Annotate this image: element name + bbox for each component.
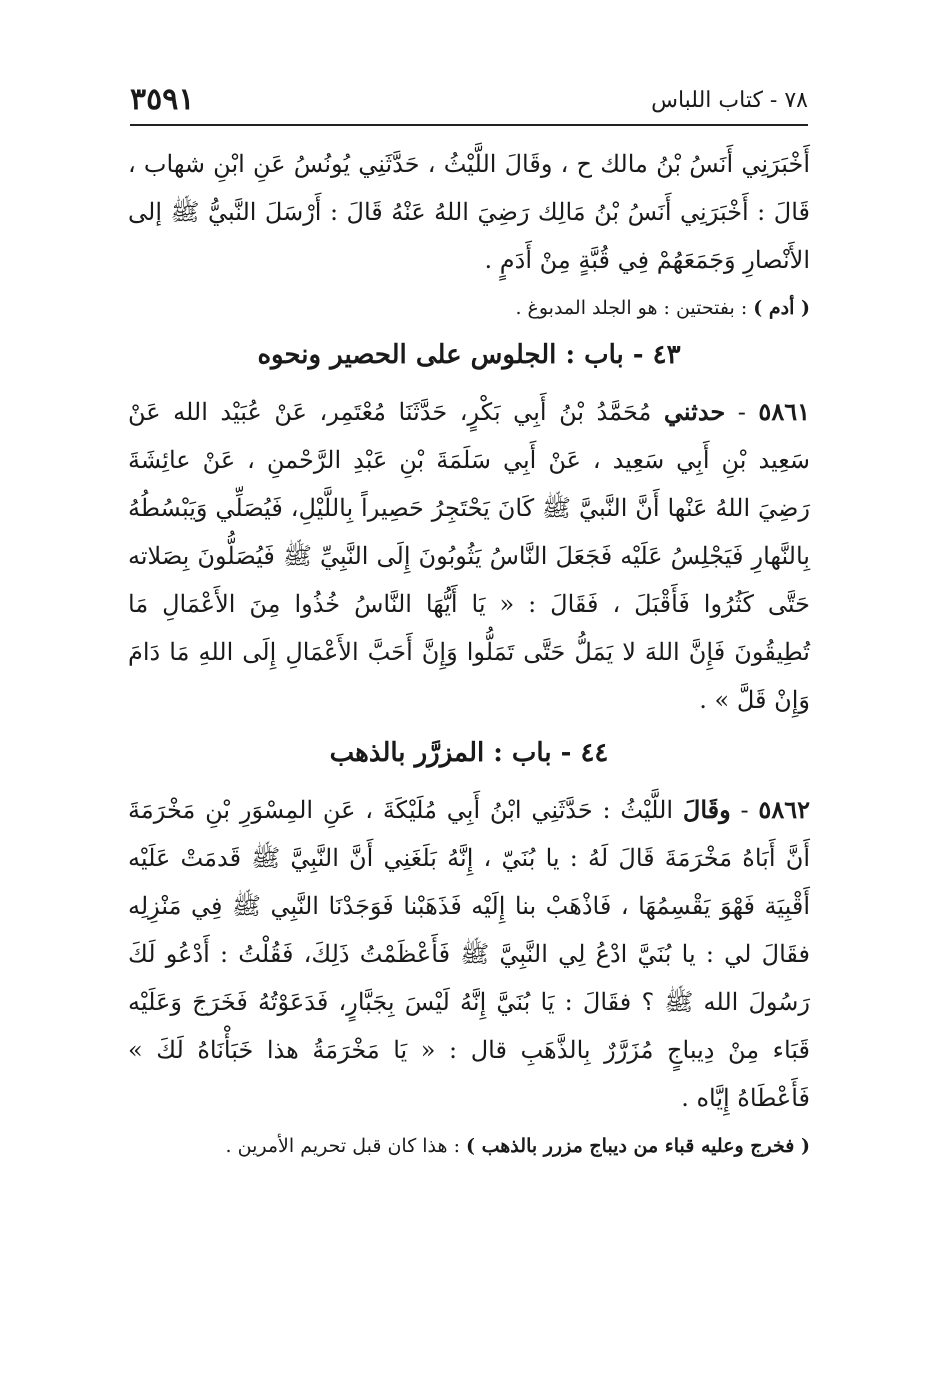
running-title: ٧٨ - كتاب اللباس bbox=[651, 88, 808, 113]
header-rule bbox=[130, 124, 808, 126]
hadith-number: ٥٨٦١ bbox=[758, 397, 810, 426]
footnote-text: : بفتحتين : هو الجلد المدبوغ . bbox=[515, 297, 754, 319]
chapter-heading-44: ٤٤ - باب : المزرَّر بالذهب bbox=[329, 738, 609, 768]
hadith-number: ٥٨٦٢ bbox=[758, 795, 810, 824]
footnote-text: : هذا كان قبل تحريم الأمرين . bbox=[225, 1135, 467, 1157]
footnote-term: ( فخرج وعليه قباء من ديباج مزرر بالذهب ) bbox=[466, 1135, 810, 1157]
narration-paragraph: أَخْبَرَنِي أَنَسُ بْنُ مالك ح ، وقَالَ اللَّيْثُ ، حَدَّثَنِي يُونُسُ عَنِ ابْنِ شهاب ، قَالَ : أَخْبَرَنِي أَنَسُ بْنُ مَالِك رَضِيَ اللهُ عَنْهُ قَالَ : أَرْسَلَ النَّبيُّ ﷺ إلى الأَنْصارِ وَجَمَعَهُمْ فِي قُبَّةٍ مِنْ أَدَمٍ . bbox=[128, 150, 810, 274]
page-header bbox=[130, 78, 808, 122]
hadith-text: مُحَمَّدُ بْنُ أَبِي بَكْرٍ، حَدَّثَنَا مُعْتَمِر، عَنْ عُبَيْد الله عَنْ سَعِيد بْنِ أَبِي سَعِيد ، عَنْ أَبِي سَلَمَةَ بْنِ عَبْدِ الرَّحْمنِ ، عَنْ عائِشَةَ رَضِيَ اللهُ عَنْها أَنَّ النَّبيَّ ﷺ كَانَ يَحْتَجِرُ حَصِيراً بِاللَّيْلِ، فَيُصَلِّي وَيَبْسُطُهُ بِالنَّهارِ فَيَجْلِسُ عَلَيْه فَجَعَلَ النَّاسُ يَثُوبُونَ إِلَى النَّبِيِّ ﷺ فَيُصَلُّونَ بِصَلاته حَتَّى كَثُرُوا فَأَقْبَلَ ، فَقَالَ : « يَا أَيُّهَا النَّاسُ خُذُوا مِنَ الأَعْمَالِ مَا تُطِيقُونَ فَإِنَّ اللهَ لا يَمَلُّ حَتَّى تَمَلُّوا وَإِنَّ أَحَبَّ الأَعْمَالِ إِلَى اللهِ مَا دَامَ وَإِنْ قَلَّ » . bbox=[128, 398, 810, 714]
hadith-lead-word: وقَالَ bbox=[682, 795, 731, 824]
chapter-heading-43: ٤٣ - باب : الجلوس على الحصير ونحوه bbox=[257, 340, 681, 370]
hadith-dash: - bbox=[725, 398, 746, 426]
footnote-qaba bbox=[128, 1128, 810, 1164]
hadith-dash: - bbox=[730, 796, 749, 824]
page-number: ٣٥٩١ bbox=[130, 82, 195, 117]
footnote-term: ( أدم ) bbox=[753, 297, 810, 319]
hadith-lead-word: حدثني bbox=[663, 397, 726, 426]
footnote-adam bbox=[128, 290, 810, 326]
hadith-5862 bbox=[128, 786, 810, 1122]
hadith-5861 bbox=[128, 388, 810, 724]
hadith-text: اللَّيْثُ : حَدَّثَنِي ابْنُ أَبِي مُلَيْكَةَ ، عَنِ المِسْوَرِ بْنِ مَخْرَمَةَ أَنَّ أَبَاهُ مَخْرَمَةَ قَالَ لَهُ : يا بُنَيّ ، إِنَّهُ بَلَغَنِي أَنَّ النَّبِيَّ ﷺ قَدمَتْ عَلَيْه أَقْبِيَة فَهْوَ يَقْسِمُهَا ، فَاذْهَبْ بنا إِلَيْه فَذَهَبْنا فَوَجَدْنَا النَّبِي ﷺ فِي مَنْزِلِه فقَالَ لي : يا بُنَيَّ ادْعُ لِي النَّبِيَّ ﷺ فَأَعْظَمْتُ ذَلِكَ، فَقُلْتُ : أَدْعُو لَكَ رَسُولَ الله ﷺ ؟ فقَالَ : يَا بُنَيَّ إِنَّهُ لَيْسَ بِجَبَّارٍ، فَدَعَوْتُهُ فَخَرَجَ وَعَلَيْه قَبَاء مِنْ دِيباجٍ مُزَرَّرٌ بِالذَّهَبِ قال : « يَا مَخْرَمَةُ هذا خَبَأْنَاهُ لَكَ » فَأَعْطَاهُ إِيَّاه . bbox=[128, 796, 811, 1112]
page-content bbox=[128, 140, 810, 1164]
